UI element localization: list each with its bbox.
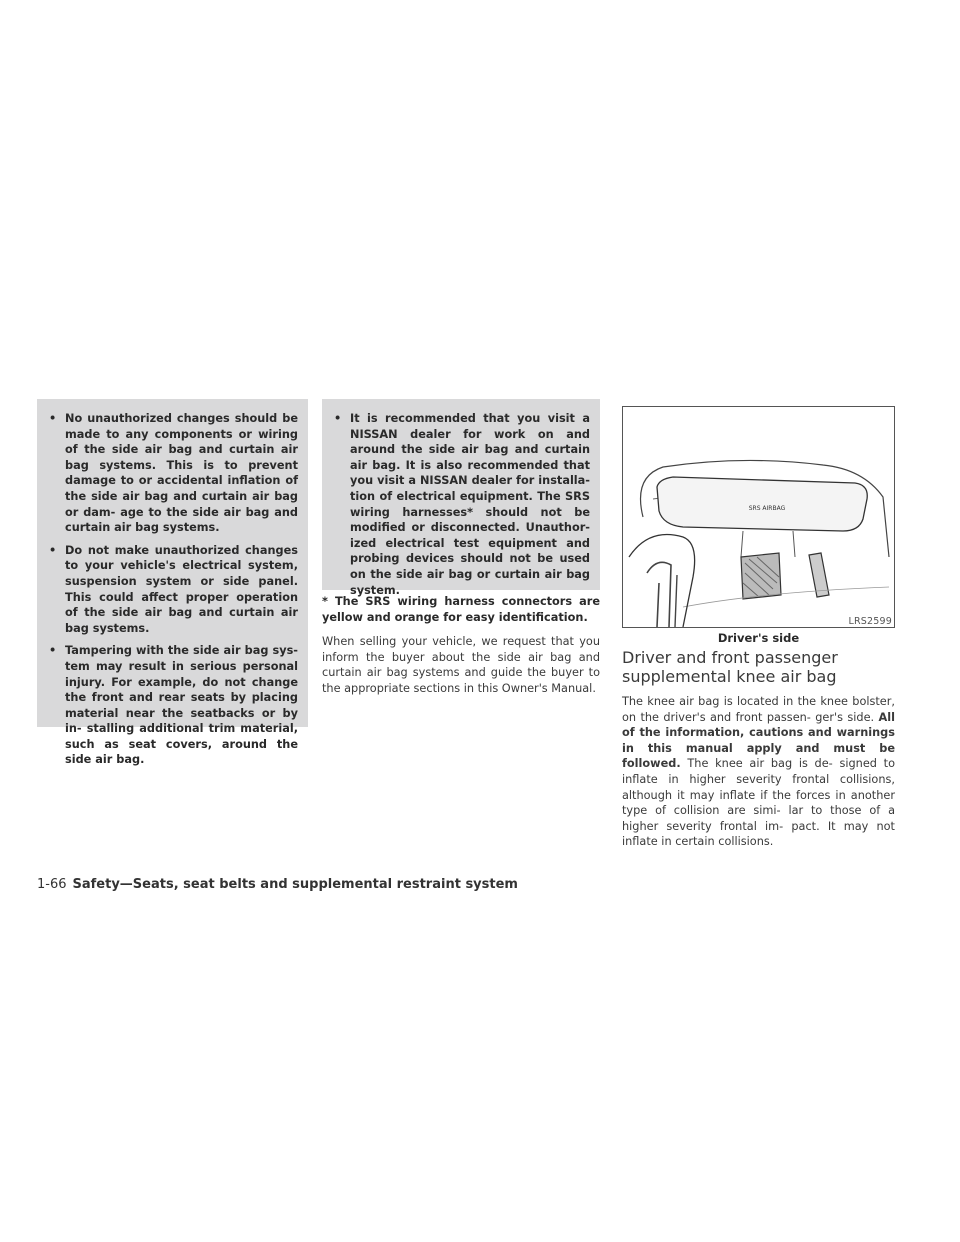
dashboard-drawing: [623, 407, 894, 627]
warning-list-right: [332, 411, 590, 598]
knee-airbag-paragraph: The knee air bag is located in the knee bolster, on the driver's and front passen- ger's side. All of the information, cautions and warnings in this manual apply and must be followed. The knee air bag is de- signed to inflate in higher severity frontal collisions, although it may inflate if the forces in another type of collision are simi- lar to those of a higher severity frontal im- pact. It may not inflate in certain collisions.: [622, 695, 895, 849]
warning-item: • It is recommended that you visit a NISSAN dealer for work on and around the side air bag and curtain air bag. It is also recommended that you visit a NISSAN dealer for installa- tion of electrical equipment. The SRS wiring harnesses* should not be modified or disconnected. Unauthor- ized electrical test equipment and probing devices should not be used on the side air bag or curtain air bag system.: [334, 412, 590, 597]
section-title: Driver and front passenger supplemental knee air bag: [622, 648, 838, 686]
page-number: 1-66: [37, 877, 67, 892]
warning-box-right: [322, 399, 600, 597]
knee-airbag-illustration: [622, 406, 895, 628]
bold-instruction: All of the information, cautions and warnings in this manual apply and must be followed.: [622, 710, 895, 771]
warning-list-left: [47, 411, 298, 768]
right-column: [622, 648, 895, 850]
figure-caption: Driver's side: [717, 631, 800, 645]
warning-item: • No unauthorized changes should be made to any components or wiring of the side air bag and curtain air bag systems. This is to prevent damage to or accidental inflation of the side air bag and curtain air bag or dam- age to the side air bag and curtain air bag systems.: [49, 412, 298, 535]
warning-item: • Tampering with the side air bag sys- tem may result in serious personal injury. For example, do not change the front and rear seats by placing material near the seatbacks or by in- stalling additional trim material, such as seat covers, around the side air bag.: [49, 644, 298, 767]
page-footer: [37, 877, 518, 892]
warning-box-left: [37, 399, 308, 767]
middle-column: [322, 594, 600, 697]
bullet: •: [49, 543, 57, 557]
bullet: •: [334, 412, 342, 425]
bullet: •: [49, 412, 57, 425]
bullet: •: [49, 644, 57, 658]
wiring-note: * The SRS wiring harness connectors are yellow and orange for easy identification.: [322, 595, 600, 624]
chapter-title: Safety—Seats, seat belts and supplemental restraint system: [72, 877, 518, 892]
warning-item: • Do not make unauthorized changes to your vehicle's electrical system, suspension system or side panel. This could affect proper operation of the side air bag and curtain air bag systems.: [49, 543, 298, 635]
srs-airbag-label: SRS AIRBAG: [748, 505, 786, 512]
selling-paragraph: When selling your vehicle, we request that you inform the buyer about the side air bag and curtain air bag systems and guide the buyer to the appropriate sections in this Owner's Manual.: [322, 635, 600, 695]
figure-code: LRS2599: [848, 616, 892, 627]
